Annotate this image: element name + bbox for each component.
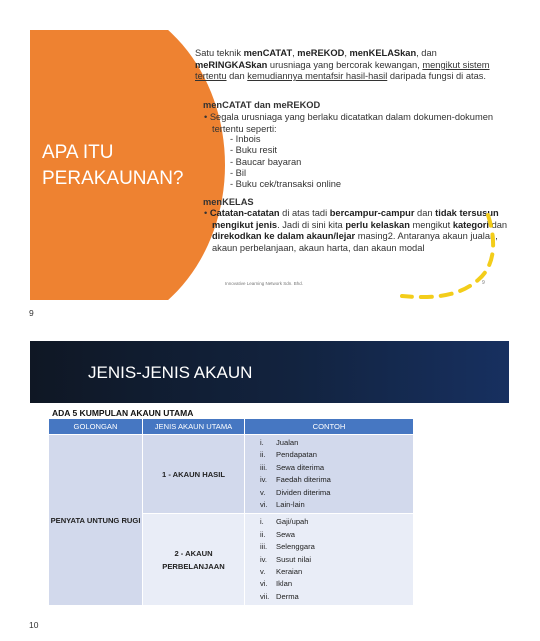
list-item: ii. Sewa (260, 529, 295, 539)
jenis-cell: 1 - AKAUN HASIL (143, 435, 245, 514)
column-header: CONTOH (245, 419, 414, 435)
list-item: - Buku resit (230, 145, 278, 156)
slide-header-banner (30, 341, 509, 403)
list-item: iv. Faedah diterima (260, 475, 331, 485)
example-list (260, 437, 413, 511)
slide-title-line-2: PERAKAUNAN? (42, 168, 184, 189)
table-row (49, 435, 414, 514)
list-item: vi. Iklan (260, 579, 293, 589)
contoh-cell (245, 514, 414, 606)
list-item: vii. Derma (260, 591, 299, 601)
contoh-cell (245, 435, 414, 514)
list-item: i. Jualan (260, 438, 299, 447)
column-header: GOLONGAN (49, 419, 143, 435)
bullet-mencatat: • Segala urusniaga yang berlaku dicatatkan dalam dokumen-dokumen tertentu seperti: (204, 112, 494, 134)
column-header: JENIS AKAUN UTAMA (143, 419, 245, 435)
list-item: iii. Sewa diterima (260, 462, 325, 472)
slide-title: JENIS-JENIS AKAUN (88, 363, 253, 382)
table-header-row (49, 419, 414, 435)
list-item: v. Dividen diterima (260, 487, 331, 497)
page-number: 9 (29, 308, 34, 318)
bullet-menkelas: • Catatan-catatan di atas tadi bercampur-campur dan tidak tersusun mengikut jenis. Jadi di sini kita perlu kelaskan mengikut kategori dan direkodkan ke dalam akaun/lejar masing2. Antaranya akaun jualan, akaun perbelanjaan, akaun harta, dan akaun modal (204, 208, 508, 253)
slide-title (42, 140, 192, 192)
table-caption: ADA 5 KUMPULAN AKAUN UTAMA (52, 408, 194, 418)
slide-number: 9 (482, 280, 485, 286)
list-item: - Baucar bayaran (230, 156, 302, 167)
slide-footer: Innovative Learning Network Sdn. Bhd. (225, 281, 304, 286)
golongan-cell: PENYATA UNTUNG RUGI (49, 435, 143, 606)
list-item: - Buku cek/transaksi online (230, 179, 342, 190)
list-item: vi. Lain-lain (260, 499, 305, 509)
list-item: i. Gaji/upah (260, 517, 309, 527)
slide-apa-itu-perakaunan (30, 30, 509, 300)
account-types-table (48, 418, 414, 606)
list-item: v. Keraian (260, 566, 303, 576)
list-item: ii. Pendapatan (260, 450, 317, 460)
list-item: iv. Susut nilai (260, 554, 312, 564)
list-item: iii. Selenggara (260, 542, 315, 552)
yellow-dashed-annotation (400, 210, 509, 300)
heading-menkelas: menKELAS (203, 197, 254, 207)
slide-title-line-1: APA ITU (42, 142, 114, 163)
document-list (230, 134, 341, 190)
jenis-cell: 2 - AKAUN PERBELANJAAN (143, 514, 245, 606)
page-number: 10 (29, 620, 39, 630)
heading-mencatat: menCATAT dan meREKOD (203, 100, 321, 110)
intro-paragraph: Satu teknik menCATAT, meREKOD, menKELASkan, dan meRINGKASkan urusniaga yang bercorak kewangan, mengikut sistem tertentu dan kemudiannya mentafsir hasil-hasil daripada fungsi di atas. (195, 48, 490, 82)
example-list (260, 516, 413, 603)
list-item: - Bil (230, 167, 247, 178)
list-item: - Inbois (230, 134, 261, 144)
